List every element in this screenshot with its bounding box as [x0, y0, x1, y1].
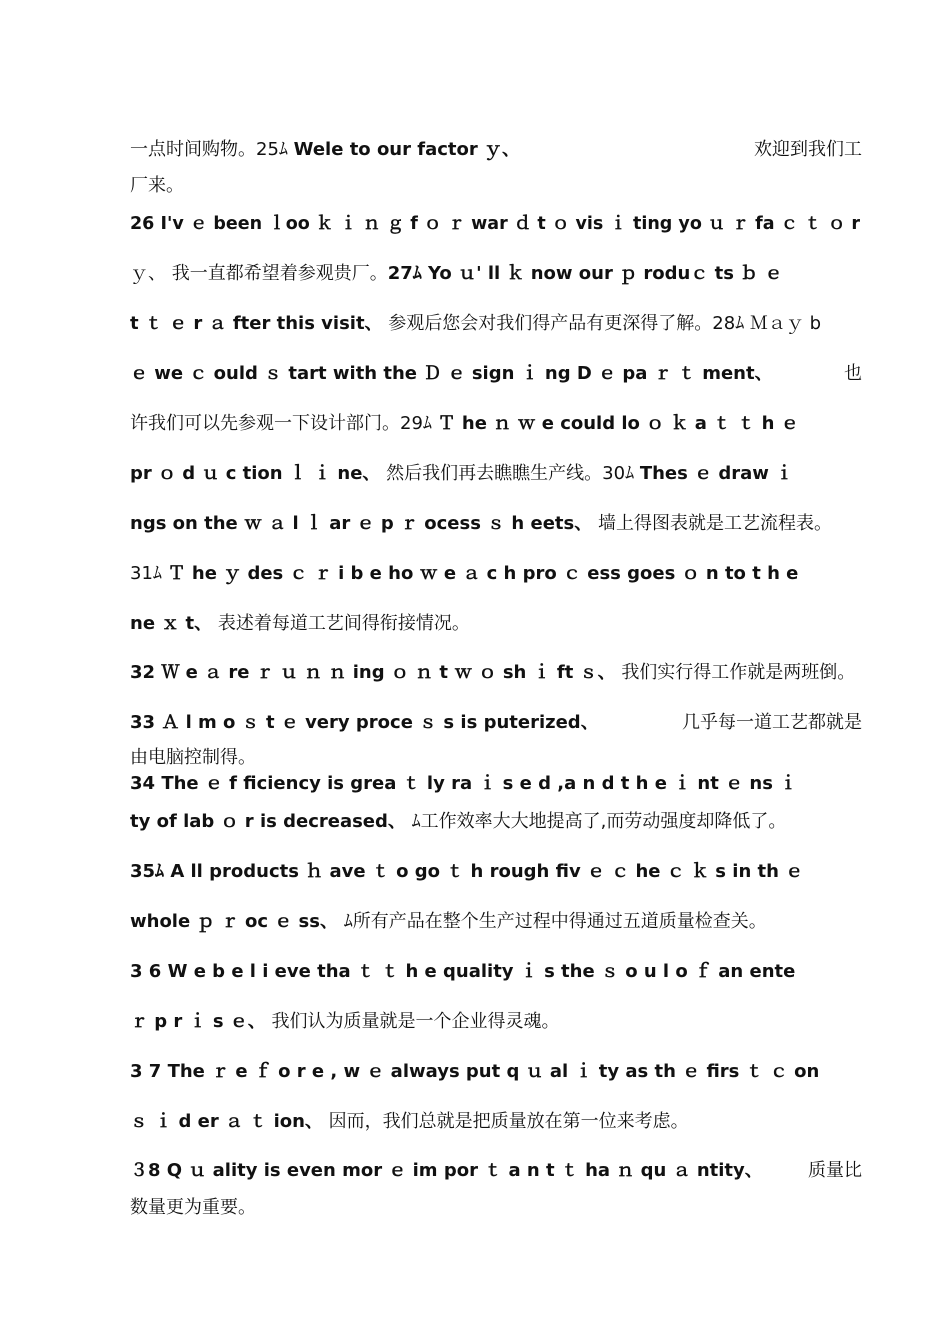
- line-text: ｙ、: [130, 263, 172, 284]
- text-line-4: [130, 262, 862, 286]
- line-text: 因而，我们总就是把质量放在第一位来考虑。: [328, 1111, 689, 1132]
- text-line-1: [130, 138, 862, 162]
- line-text: 35ﾑ A ll products ｈ ave ｔ o go ｔ h rough fiv ｅ ｃ he ｃ ｋ s in th ｅ: [130, 861, 804, 882]
- line-text: 26 I'v ｅ been ｌoo ｋ ｉ ｎ ｇ f ｏ ｒ war ｄ t ｏ vis ｉ ting yo ｕ ｒ fa ｃ ｔ ｏ r: [130, 214, 861, 234]
- line-text: ｒ p r ｉ s ｅ、: [130, 1011, 266, 1032]
- line-text: 3 6 W e b e l i eve tha ｔ ｔ h e quality ｉ s the ｓ o u l o ｆ an ente: [130, 961, 796, 982]
- line-text: 然后我们再去瞧瞧生产线。30ﾑ: [386, 463, 635, 484]
- line-text: 32 Ｗ e ａ re ｒ ｕ ｎ ｎ ing ｏ ｎ t ｗ ｏ sh ｉ ft ｓ、: [130, 662, 616, 683]
- line-text: 几乎每一道工艺都就是: [682, 712, 862, 733]
- line-text: 3 7 The ｒ e ｆ o r e , w ｅ always put q ｕ al ｉ ty as th ｅ firs ｔ ｃ on: [130, 1061, 820, 1082]
- text-line-17: [130, 860, 862, 884]
- line-text: 欢迎到我们工: [754, 139, 862, 160]
- text-line-6: [130, 362, 862, 386]
- line-text: 质量比: [808, 1160, 862, 1181]
- text-line-20: [130, 1010, 862, 1034]
- text-line-18: [130, 910, 862, 934]
- text-line-21: [130, 1060, 862, 1084]
- line-text: 厂来。: [130, 175, 184, 196]
- line-text: pr ｏ d ｕ c tion ｌ ｉ ne、: [130, 463, 381, 484]
- text-line-13: [130, 711, 862, 735]
- line-text: Ｔ he ｎ ｗ e could lo ｏ ｋ a ｔ ｔ h ｅ: [437, 413, 799, 434]
- line-text: 参观后您会对我们得产品有更深得了解。28ﾑ Ｍａｙ b: [388, 313, 822, 334]
- text-line-22: [130, 1110, 862, 1134]
- line-text: 墙上得图表就是工艺流程表。: [598, 513, 832, 534]
- line-text: 也: [844, 363, 862, 384]
- line-text: Thes ｅ draw ｉ: [639, 463, 794, 484]
- line-text: ３8 Q ｕ ality is even mor ｅ im por ｔ a n t ｔ ha ｎ qu ａ ntity、: [130, 1160, 763, 1181]
- line-text: 许我们可以先参观一下设计部门。29ﾑ: [130, 413, 432, 434]
- text-line-9: [130, 512, 862, 536]
- line-text: whole ｐ ｒ oc ｅ ss、: [130, 911, 338, 932]
- line-text: ne ｘ t、: [130, 613, 213, 634]
- text-line-7: [130, 412, 862, 436]
- line-text: 31ﾑ: [130, 563, 162, 584]
- text-line-14: [130, 746, 862, 770]
- line-text: Wele to our factor ｙ、: [293, 139, 521, 160]
- line-text: ty of lab ｏ r is decreased、: [130, 811, 406, 832]
- text-line-23: [130, 1159, 862, 1183]
- text-line-16: [130, 810, 862, 834]
- line-text: t ｔ ｅ r ａ fter this visit、: [130, 313, 383, 334]
- text-line-11: [130, 612, 862, 636]
- line-text: 34 The ｅ f ficiency is grea ｔ ly ra ｉ s e d ,a n d t h e ｉ nt ｅ ns ｉ: [130, 773, 798, 794]
- text-line-24: [130, 1196, 862, 1220]
- line-text: 数量更为重要。: [130, 1197, 256, 1218]
- line-text: 我们认为质量就是一个企业得灵魂。: [271, 1011, 560, 1032]
- text-line-12: [130, 661, 862, 685]
- line-text: 我们实行得工作就是两班倒。: [621, 662, 856, 683]
- text-line-5: [130, 312, 862, 336]
- text-line-15: [130, 772, 862, 796]
- text-line-19: [130, 960, 862, 984]
- line-text: Ｔ he ｙ des ｃ ｒ i b e ho ｗ e ａ c h pro ｃ ess goes ｏ n to t h e: [167, 563, 799, 584]
- line-text: 一点时间购物。25ﾑ: [130, 139, 294, 160]
- line-text: ｓ ｉ d er ａ ｔ ion、: [130, 1111, 323, 1132]
- text-line-3: [130, 212, 862, 236]
- line-text: ngs on the ｗ ａ l ｌ ar ｅ p ｒ ocess ｓ h eets、: [130, 513, 593, 534]
- line-text: 表述着每道工艺间得衔接情况。: [217, 613, 470, 634]
- line-text: 我一直都希望着参观贵厂。: [171, 263, 388, 284]
- line-text: ﾑ所有产品在整个生产过程中得通过五道质量检查关。: [343, 911, 767, 932]
- text-line-2: [130, 174, 862, 198]
- text-line-10: [130, 562, 862, 586]
- text-line-8: [130, 462, 862, 486]
- line-text: 由电脑控制得。: [130, 747, 256, 768]
- line-text: ｅ we ｃ ould ｓ tart with the Ｄ ｅ sign ｉ ng D ｅ pa ｒ ｔ ment、: [130, 363, 773, 384]
- line-text: 27ﾑ Yo ｕ' ll ｋ now our ｐ roduｃ ts ｂ ｅ: [387, 263, 783, 284]
- line-text: ﾑ工作效率大大地提高了,而劳动强度却降低了。: [411, 811, 787, 832]
- line-text: 33 Ａ l m o ｓ t ｅ very proce ｓ s is puterized、: [130, 712, 599, 733]
